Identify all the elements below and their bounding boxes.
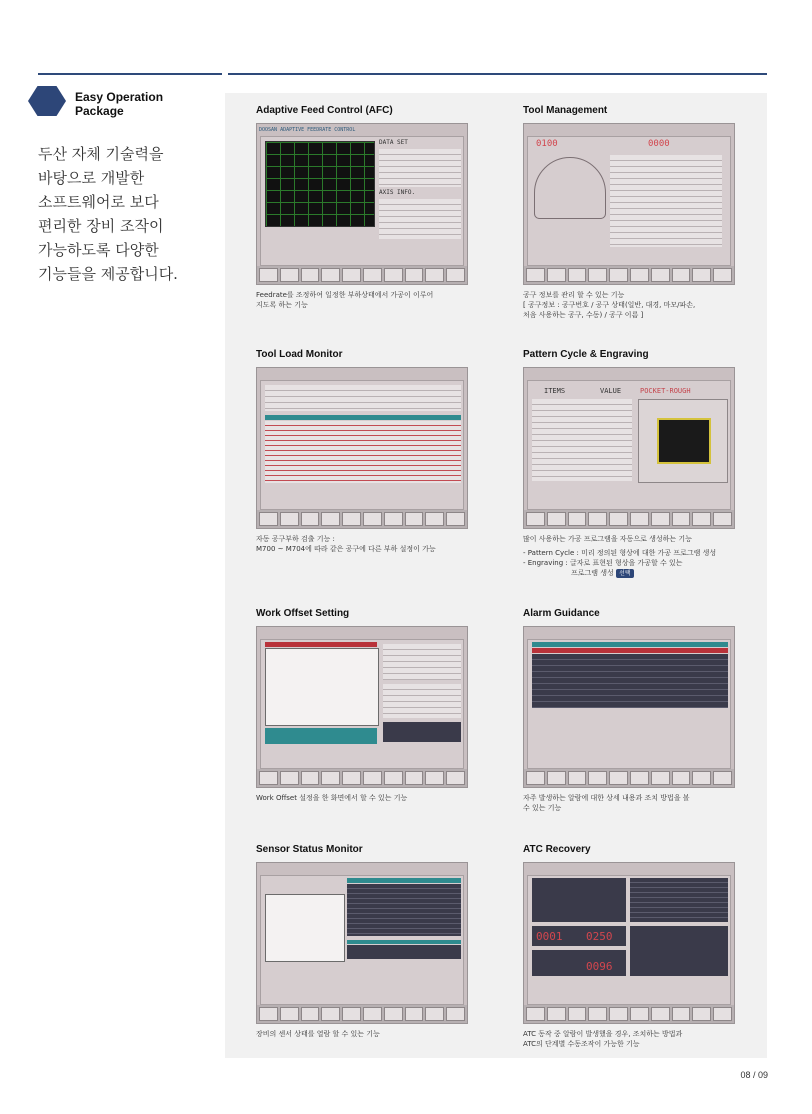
softkey[interactable] (713, 268, 732, 282)
softkey[interactable] (588, 1007, 607, 1021)
softkey[interactable] (259, 771, 278, 785)
feature-card-tool-management (523, 105, 743, 320)
lcd-readout: 0096 (586, 960, 613, 973)
softkey[interactable] (526, 512, 545, 526)
softkey[interactable] (630, 771, 649, 785)
softkey-bar (524, 510, 734, 528)
softkey[interactable] (609, 1007, 628, 1021)
title-bar (265, 642, 377, 647)
softkey[interactable] (568, 771, 587, 785)
softkey[interactable] (321, 1007, 340, 1021)
feature-card-work-offset (256, 608, 476, 803)
softkey[interactable] (713, 512, 732, 526)
softkey[interactable] (321, 771, 340, 785)
softkey[interactable] (630, 512, 649, 526)
softkey[interactable] (405, 1007, 424, 1021)
softkey[interactable] (672, 512, 691, 526)
screen-body (260, 875, 464, 1005)
card-caption (256, 534, 476, 554)
softkey[interactable] (446, 1007, 465, 1021)
softkey-bar (524, 769, 734, 787)
softkey[interactable] (547, 512, 566, 526)
softkey[interactable] (425, 512, 444, 526)
tool-management-screenshot (523, 123, 735, 285)
table-header-bar (347, 878, 461, 883)
feature-card-alarm-guidance (523, 608, 743, 813)
softkey[interactable] (321, 512, 340, 526)
feature-card-pattern-cycle (523, 349, 743, 578)
softkey[interactable] (672, 771, 691, 785)
screen-header (526, 370, 732, 378)
softkey[interactable] (446, 771, 465, 785)
card-caption (256, 793, 476, 803)
softkey[interactable] (526, 1007, 545, 1021)
softkey[interactable] (526, 268, 545, 282)
hexagon-icon (28, 86, 66, 116)
workpiece-view (265, 648, 379, 726)
softkey[interactable] (363, 1007, 382, 1021)
intro-text (38, 142, 218, 286)
optional-tag: 선택 (616, 569, 634, 578)
value-label: VALUE (600, 387, 622, 395)
recovery-step-box (532, 878, 626, 922)
softkey-bar (257, 266, 467, 284)
softkey[interactable] (363, 771, 382, 785)
screen-body (527, 875, 731, 1005)
caption-line: [ 공구정보 : 공구번호 / 공구 상태(일반, 대경, 마모/파손, (523, 301, 696, 309)
softkey[interactable] (425, 1007, 444, 1021)
lcd-panel (532, 926, 626, 946)
guide-box (347, 945, 461, 959)
screen-body (527, 136, 731, 266)
softkey[interactable] (301, 512, 320, 526)
intro-line: 기능들을 제공합니다. (38, 265, 178, 283)
softkey[interactable] (280, 771, 299, 785)
screen-body (260, 380, 464, 510)
softkey[interactable] (672, 268, 691, 282)
softkey[interactable] (630, 1007, 649, 1021)
intro-line: 편리한 장비 조작이 (38, 217, 164, 235)
softkey[interactable] (568, 268, 587, 282)
card-title: Tool Management (523, 105, 608, 116)
caption-line-with-tag (523, 568, 743, 578)
softkey[interactable] (588, 771, 607, 785)
softkey[interactable] (384, 268, 403, 282)
softkey-bar (524, 1005, 734, 1023)
softkey[interactable] (321, 268, 340, 282)
feature-card-tool-load-monitor (256, 349, 476, 554)
softkey[interactable] (425, 771, 444, 785)
card-caption (523, 1029, 743, 1049)
guide-header-bar (347, 940, 461, 944)
feature-card-atc-recovery (523, 844, 743, 1049)
alarm-list (532, 654, 728, 708)
caption-line: Feedrate를 조정하여 일정한 부하상태에서 가공이 이루어 (256, 291, 434, 299)
card-title: Pattern Cycle & Engraving (523, 349, 649, 360)
softkey[interactable] (568, 512, 587, 526)
screen-header (526, 865, 732, 873)
sensor-list (347, 884, 461, 936)
intro-line: 두산 자체 기술력을 (38, 145, 164, 163)
softkey[interactable] (301, 771, 320, 785)
softkey[interactable] (259, 268, 278, 282)
load-table (265, 421, 461, 483)
softkey[interactable] (588, 512, 607, 526)
caption-line: 자주 발생하는 알람에 대한 상세 내용과 조치 방법을 볼 (523, 794, 690, 802)
screen-header (259, 629, 465, 637)
atc-recovery-screenshot (523, 862, 735, 1024)
card-title: Tool Load Monitor (256, 349, 343, 360)
softkey[interactable] (301, 268, 320, 282)
card-title: Adaptive Feed Control (AFC) (256, 105, 393, 116)
tool-magazine (534, 157, 606, 219)
machine-diagram (265, 894, 345, 962)
lcd-readout: 0000 (648, 139, 670, 149)
caption-line: ATC의 단계별 수동조작이 가능한 기능 (523, 1040, 640, 1048)
softkey[interactable] (446, 512, 465, 526)
softkey[interactable] (363, 512, 382, 526)
sensor-status-screenshot (256, 862, 468, 1024)
card-caption (523, 290, 743, 320)
softkey-bar (257, 510, 467, 528)
screen-header: DOOSAN ADAPTIVE FEEDRATE CONTROL (259, 127, 356, 133)
data-table (379, 149, 461, 187)
pocket-rough-label: POCKET-ROUGH (640, 387, 691, 395)
softkey[interactable] (692, 512, 711, 526)
card-title: Sensor Status Monitor (256, 844, 363, 855)
softkey[interactable] (446, 268, 465, 282)
load-graph (265, 141, 375, 227)
intro-line: 가능하도록 다양한 (38, 241, 159, 259)
softkey-bar (257, 769, 467, 787)
section-title: Easy Operation Package (75, 90, 164, 118)
softkey[interactable] (651, 1007, 670, 1021)
softkey[interactable] (384, 512, 403, 526)
lcd-readout: 0100 (536, 139, 558, 149)
screen-body (260, 639, 464, 769)
axis-info-label: AXIS INFO. (379, 189, 416, 196)
softkey[interactable] (588, 268, 607, 282)
softkey[interactable] (384, 1007, 403, 1021)
softkey[interactable] (630, 268, 649, 282)
card-title: Alarm Guidance (523, 608, 600, 619)
softkey[interactable] (384, 771, 403, 785)
softkey[interactable] (692, 1007, 711, 1021)
section-rule-right (228, 73, 767, 75)
caption-line: 자동 공구부하 검출 기능 : (256, 535, 335, 543)
card-caption (523, 534, 743, 578)
caption-line: 장비의 센서 상태를 열람 할 수 있는 기능 (256, 1030, 380, 1038)
softkey[interactable] (259, 1007, 278, 1021)
afc-screenshot (256, 123, 468, 285)
softkey[interactable] (342, 268, 361, 282)
softkey[interactable] (280, 512, 299, 526)
softkey[interactable] (363, 268, 382, 282)
caption-line: Work Offset 설정을 한 화면에서 할 수 있는 기능 (256, 794, 408, 802)
card-caption (256, 1029, 476, 1039)
parameter-table (532, 399, 632, 481)
alarm-guidance-screenshot (523, 626, 735, 788)
caption-line: 지도록 하는 기능 (256, 301, 308, 309)
caption-line: 많이 사용하는 가공 프로그램을 자동으로 생성하는 기능 (523, 535, 692, 543)
setting-table (383, 684, 461, 718)
screen-body (527, 639, 731, 769)
message-box (383, 722, 461, 742)
caption-line: 수 있는 기능 (523, 804, 562, 812)
feature-card-sensor-status (256, 844, 476, 1039)
selected-alarm-row (532, 648, 728, 653)
offset-selector (265, 728, 377, 744)
intro-line: 바탕으로 개발한 (38, 169, 145, 187)
table-header-bar (532, 642, 728, 647)
softkey[interactable] (342, 771, 361, 785)
work-offset-screenshot (256, 626, 468, 788)
pocket-preview (638, 399, 728, 483)
softkey[interactable] (609, 771, 628, 785)
card-title: Work Offset Setting (256, 608, 350, 619)
softkey[interactable] (651, 512, 670, 526)
softkey-bar (257, 1005, 467, 1023)
screen-header (526, 126, 732, 134)
softkey[interactable] (280, 268, 299, 282)
axis-table (379, 199, 461, 239)
softkey[interactable] (651, 268, 670, 282)
softkey[interactable] (672, 1007, 691, 1021)
softkey[interactable] (692, 268, 711, 282)
caption-line: M700 ~ M704에 따라 같은 공구에 다른 부하 설정이 가능 (256, 545, 436, 553)
softkey[interactable] (568, 1007, 587, 1021)
softkey[interactable] (259, 512, 278, 526)
softkey[interactable] (609, 512, 628, 526)
softkey[interactable] (301, 1007, 320, 1021)
pattern-cycle-screenshot (523, 367, 735, 529)
feature-card-afc (256, 105, 476, 310)
table-header-bar (265, 415, 461, 420)
softkey-bar (524, 266, 734, 284)
items-label: ITEMS (544, 387, 566, 395)
softkey[interactable] (425, 268, 444, 282)
pocket-shape (657, 418, 711, 464)
caption-line: 공구 정보를 관리 할 수 있는 기능 (523, 291, 625, 299)
screen-body (527, 380, 731, 510)
caption-line: ATC 동작 중 알람이 발생했을 경우, 조치하는 방법과 (523, 1030, 683, 1038)
softkey[interactable] (547, 1007, 566, 1021)
summary-table (265, 385, 461, 411)
caption-line: 처음 사용하는 공구, 수동) / 공구 이름 ] (523, 311, 644, 319)
card-caption (256, 290, 476, 310)
lcd-readout: 0001 (536, 930, 563, 943)
softkey[interactable] (342, 1007, 361, 1021)
status-list (630, 878, 728, 922)
softkey[interactable] (405, 771, 424, 785)
screen-body (260, 136, 464, 266)
softkey[interactable] (547, 268, 566, 282)
section-rule-left (38, 73, 222, 75)
softkey[interactable] (526, 771, 545, 785)
data-set-label: DATA SET (379, 139, 408, 146)
caption-line: 프로그램 생성 (571, 569, 614, 577)
page-number: 08 / 09 (740, 1070, 768, 1080)
softkey[interactable] (713, 1007, 732, 1021)
screen-header (259, 865, 465, 873)
softkey[interactable] (405, 268, 424, 282)
screen-header (526, 629, 732, 637)
softkey[interactable] (651, 771, 670, 785)
guide-box (630, 926, 728, 976)
caption-line: - Engraving : 글자로 표현된 형상을 가공할 수 있는 (523, 559, 683, 567)
card-caption (523, 793, 743, 813)
tool-table (610, 155, 722, 247)
softkey[interactable] (405, 512, 424, 526)
screen-header (259, 370, 465, 378)
intro-line: 소프트웨어로 보다 (38, 193, 159, 211)
softkey[interactable] (609, 268, 628, 282)
softkey[interactable] (713, 771, 732, 785)
tool-load-screenshot (256, 367, 468, 529)
softkey[interactable] (692, 771, 711, 785)
card-title: ATC Recovery (523, 844, 591, 855)
softkey[interactable] (280, 1007, 299, 1021)
lcd-readout: 0250 (586, 930, 613, 943)
manual-op-panel (532, 950, 626, 976)
offset-table (383, 644, 461, 680)
softkey[interactable] (547, 771, 566, 785)
caption-line: - Pattern Cycle : 미리 정의된 형상에 대한 가공 프로그램 생성 (523, 549, 717, 557)
softkey[interactable] (342, 512, 361, 526)
